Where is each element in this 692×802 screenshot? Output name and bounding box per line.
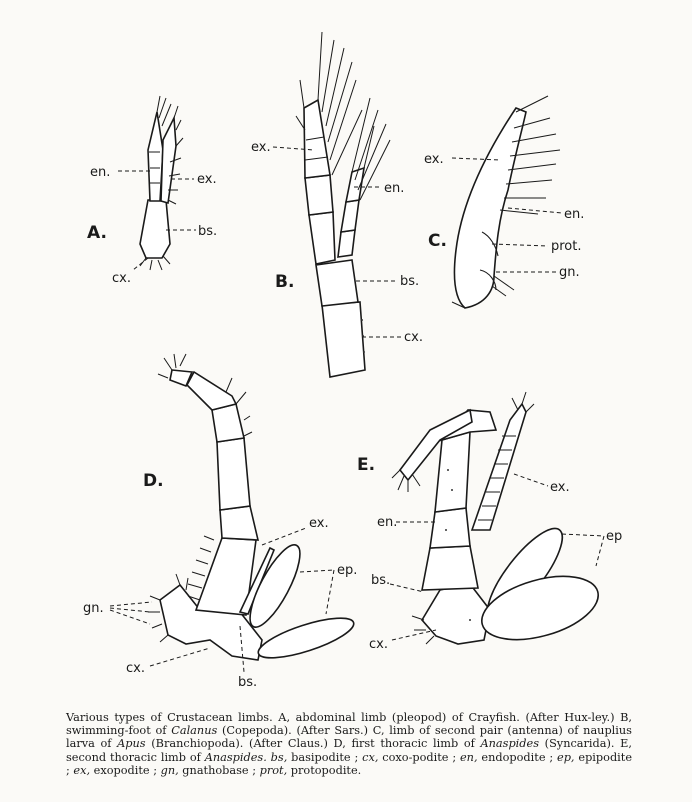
- panel-a-label-en: en.: [90, 165, 111, 180]
- panel-a-drawing: [140, 96, 183, 270]
- panel-a-label-bs: bs.: [198, 224, 218, 239]
- panel-d-letter: D.: [143, 471, 164, 491]
- panel-c-label-en: en.: [564, 207, 585, 222]
- panel-e-letter: E.: [357, 455, 376, 475]
- panel-c-label-ex: ex.: [424, 152, 444, 167]
- panel-e-label-en: en.: [377, 515, 398, 530]
- panel-c-drawing: [452, 96, 560, 308]
- panel-c-nauplius-antenna: [424, 96, 584, 308]
- panel-d-label-ep: ep.: [337, 563, 358, 578]
- panel-e-label-ex: ex.: [550, 480, 570, 495]
- panel-c-label-gn: gn.: [559, 265, 580, 280]
- panel-b-label-cx: cx.: [404, 330, 423, 345]
- panel-c-label-prot: prot.: [551, 239, 582, 254]
- panel-d-drawing: [148, 354, 358, 666]
- panel-a-label-ex: ex.: [197, 172, 217, 187]
- panel-e-label-cx: cx.: [369, 637, 388, 652]
- panel-b-label-en: en.: [384, 181, 405, 196]
- panel-d-label-gn: gn.: [83, 601, 104, 616]
- panel-e-label-ep: ep: [606, 529, 623, 544]
- panel-b-label-bs: bs.: [400, 274, 420, 289]
- panel-a-letter: A.: [87, 223, 107, 243]
- figure-caption: Various types of Crustacean limbs. A, abdominal limb (pleopod) of Crayfish. (After Hux-ley.) B, swimming-foot of Calanus (Copepoda). (After Sars.) C, limb of second pair (antenna) of nauplius larva of Apus (Branchiopoda). (After Claus.) D, first thoracic limb of Anaspides (Syncarida). E, second thoracic limb of Anaspides. bs, basipodite ; cx, coxo-podite ; en, endopodite ; ep, epipodite ; ex, exopodite ; gn, gnathobase ; prot, protopodite.: [66, 711, 633, 777]
- panel-d-label-cx: cx.: [126, 661, 145, 676]
- panel-d-label-bs: bs.: [238, 675, 258, 690]
- panel-b-letter: B.: [275, 272, 295, 292]
- panel-b-label-ex: ex.: [251, 140, 271, 155]
- panel-e-label-bs: bs.: [371, 573, 391, 588]
- panel-b-swimming-foot: [251, 32, 423, 377]
- panel-e-second-thoracic-limb: [357, 392, 622, 652]
- panel-a-pleopod: [87, 96, 217, 286]
- panel-d-first-thoracic-limb: [83, 354, 358, 690]
- panel-b-drawing: [296, 32, 390, 377]
- panel-c-letter: C.: [428, 231, 447, 251]
- panel-d-label-ex: ex.: [309, 516, 329, 531]
- panel-a-label-cx: cx.: [112, 271, 131, 286]
